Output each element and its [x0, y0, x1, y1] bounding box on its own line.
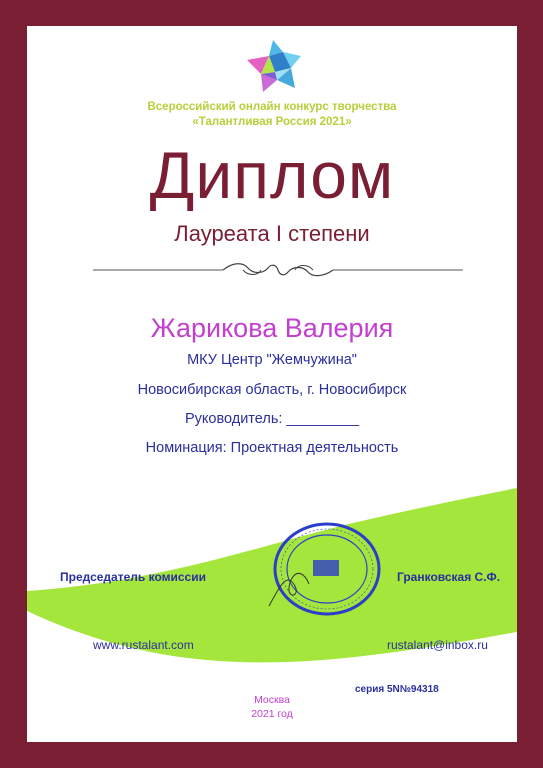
contest-name-line1: Всероссийский онлайн конкурс творчества — [147, 101, 397, 113]
chairman-name: Гранковская С.Ф. — [397, 570, 501, 584]
email-link[interactable]: rustalant@inbox.ru — [387, 638, 488, 652]
issue-city: Москва — [254, 694, 290, 706]
diploma-title: Диплом — [149, 138, 395, 212]
star-logo-icon — [245, 38, 305, 96]
contest-name-line2: «Талантливая Россия 2021» — [192, 116, 352, 128]
ornament-divider — [93, 260, 463, 280]
website-link[interactable]: www.rustalant.com — [93, 638, 194, 652]
recipient-supervisor: Руководитель: _________ — [184, 411, 360, 427]
chairman-label: Председатель комиссии — [60, 570, 206, 584]
recipient-nomination: Номинация: Проектная деятельность — [145, 440, 399, 456]
recipient-organization: МКУ Центр "Жемчужина" — [187, 352, 357, 368]
serial-number: серия 5N№94318 — [355, 684, 439, 695]
recipient-name: Жарикова Валерия — [150, 313, 394, 343]
round-stamp-seal — [265, 514, 385, 624]
diploma-subtitle: Лауреата I степени — [174, 221, 370, 246]
diploma-sheet — [27, 26, 517, 742]
recipient-location: Новосибирская область, г. Новосибирск — [137, 382, 407, 398]
issue-year: 2021 год — [251, 708, 293, 720]
